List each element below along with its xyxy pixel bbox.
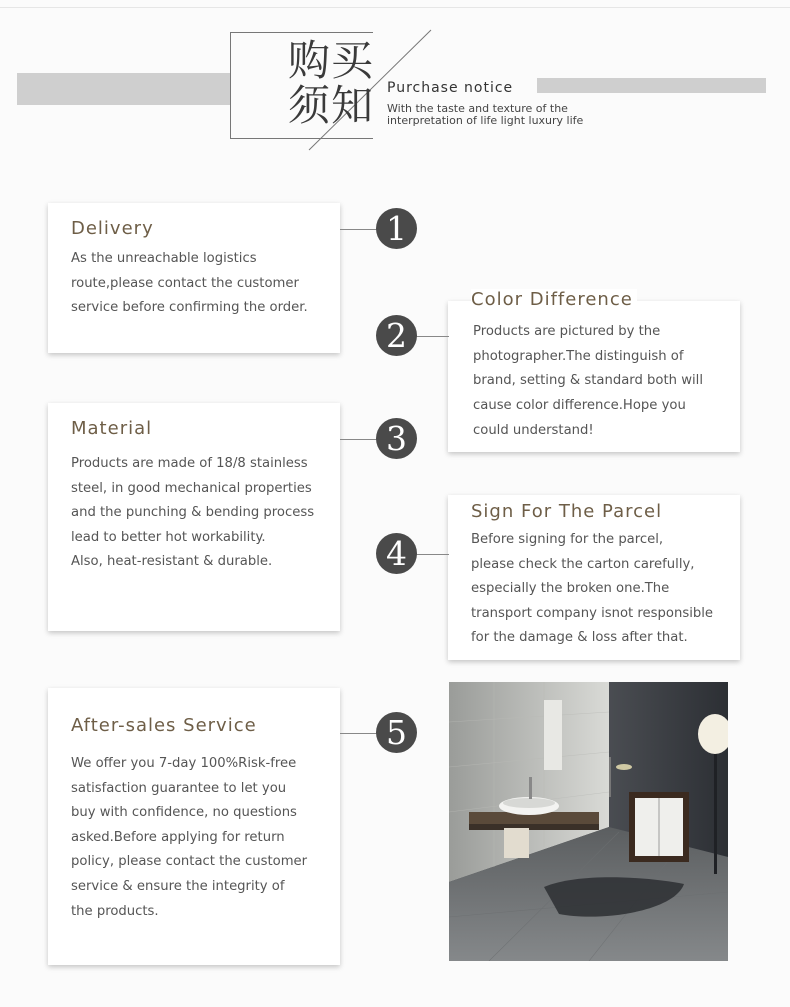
connector-5 bbox=[340, 733, 377, 734]
material-title: Material bbox=[71, 418, 153, 439]
connector-1 bbox=[340, 229, 377, 230]
english-subtitle-line2: interpretation of life light luxury life bbox=[387, 114, 584, 127]
number-badge-1: 1 bbox=[376, 208, 417, 249]
number-badge-2: 2 bbox=[376, 315, 417, 356]
english-title: Purchase notice bbox=[387, 80, 514, 96]
after-sales-body: We offer you 7-day 100%Risk-free satisfaction guarantee to let you buy with confidence, no questions asked.Before applying for return policy, please contact the customer service & ensure the integrity of the products. bbox=[71, 756, 308, 919]
english-subtitle bbox=[387, 103, 583, 127]
bathroom-photo bbox=[449, 682, 728, 961]
after-sales-card bbox=[48, 688, 340, 965]
sign-parcel-body: Before signing for the parcel, please check the carton carefully, especially the broken one.The transport company isnot responsible for the damage & loss after that. bbox=[471, 532, 714, 645]
chinese-title-line2: 须知 bbox=[288, 81, 375, 130]
color-difference-body: Products are pictured by the photographer.The distinguish of brand, setting & standard both will cause color difference.Hope you could understand! bbox=[473, 324, 703, 438]
color-difference-card bbox=[448, 289, 740, 452]
delivery-card bbox=[48, 203, 340, 353]
number-badge-5: 5 bbox=[376, 712, 417, 753]
number-badge-3: 3 bbox=[376, 418, 417, 459]
sign-parcel-card bbox=[448, 495, 740, 660]
delivery-body: As the unreachable logistics route,please contact the customer service before confirming the order. bbox=[71, 251, 308, 315]
sign-parcel-title: Sign For The Parcel bbox=[471, 501, 663, 522]
chinese-title bbox=[288, 38, 388, 128]
connector-2 bbox=[414, 336, 449, 337]
connector-3 bbox=[340, 439, 377, 440]
delivery-title: Delivery bbox=[71, 218, 154, 239]
chinese-title-line1: 购买 bbox=[288, 36, 375, 85]
connector-4 bbox=[414, 554, 449, 555]
after-sales-title: After-sales Service bbox=[71, 715, 257, 736]
english-subtitle-line1: With the taste and texture of the bbox=[387, 102, 568, 115]
color-difference-title: Color Difference bbox=[471, 289, 637, 310]
material-body: Products are made of 18/8 stainless steel, in good mechanical properties and the punching & bending process lead to better hot workability. Also, heat-resistant & durable. bbox=[71, 456, 315, 569]
material-card bbox=[48, 403, 340, 631]
number-badge-4: 4 bbox=[376, 533, 417, 574]
